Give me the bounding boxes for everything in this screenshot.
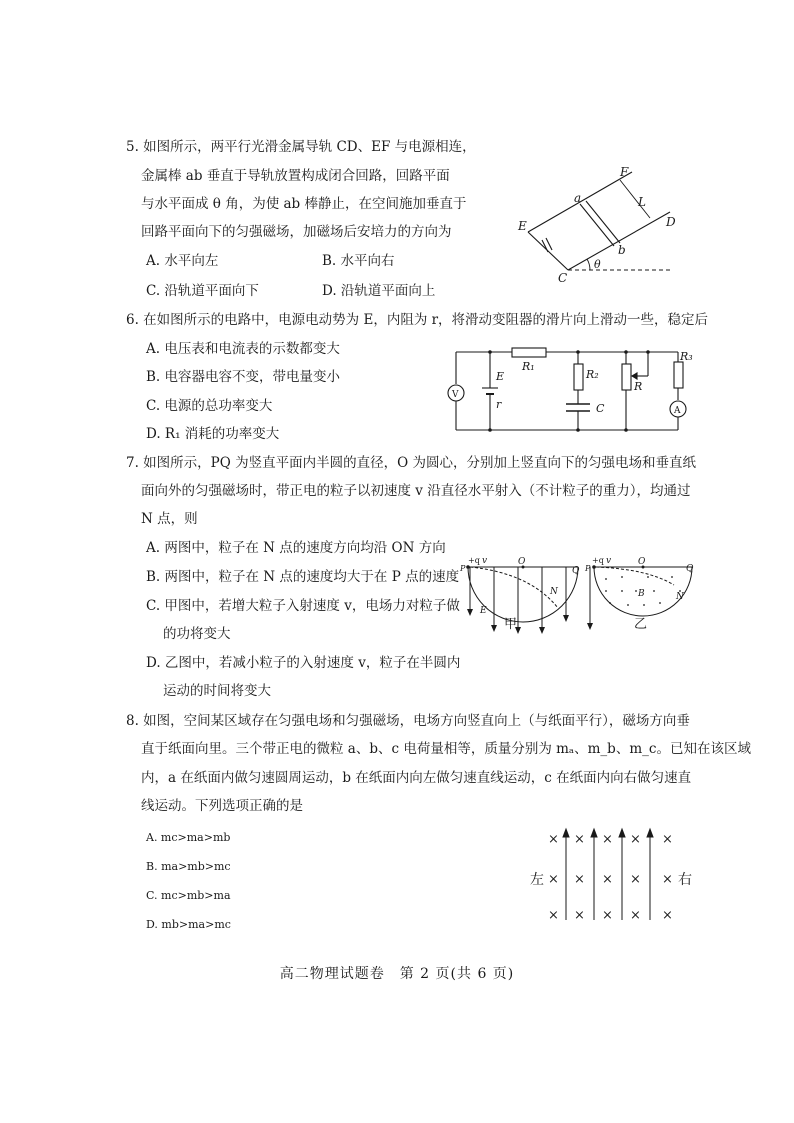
- resistor-r1: [512, 348, 546, 357]
- yi-label-n: N: [676, 592, 684, 602]
- yi-label-q: +q: [592, 556, 604, 565]
- q8-field-figure: [528, 825, 698, 925]
- q5-line-3: 与水平面成 θ 角，为使 ab 棒静止，在空间施加垂直于: [141, 196, 467, 212]
- q7-option-a: A. 两图中，粒子在 N 点的速度方向均沿 ON 方向: [146, 540, 446, 556]
- q8-line-4: 线运动。下列选项正确的是: [141, 798, 303, 814]
- q8-option-a: A. mc>ma>mb: [146, 831, 231, 844]
- label-left: 左: [530, 872, 544, 888]
- q8-option-c: C. mc>mb>ma: [146, 889, 231, 902]
- label-emf: E: [496, 370, 505, 383]
- label-l: L: [638, 195, 646, 209]
- yi-caption: 乙: [634, 617, 648, 632]
- label-capacitor: C: [596, 402, 605, 415]
- rod-ab-2: [586, 201, 620, 243]
- cross: ×: [630, 908, 641, 923]
- cross: ×: [548, 872, 559, 887]
- q5-option-d: D. 沿轨道平面向上: [322, 283, 436, 299]
- cross: ×: [602, 872, 613, 887]
- cross: ×: [548, 832, 559, 847]
- jia-label-q: +q: [468, 556, 480, 565]
- label-d: D: [666, 215, 676, 229]
- label-a: a: [574, 191, 582, 205]
- cross: ×: [602, 832, 613, 847]
- rod-ab-1: [580, 204, 614, 246]
- q5-line-2: 金属棒 ab 垂直于导轨放置构成闭合回路，回路平面: [141, 168, 450, 184]
- q6-option-c: C. 电源的总功率变大: [146, 398, 273, 414]
- label-f: F: [620, 165, 629, 179]
- cross: ×: [574, 872, 585, 887]
- q8-line-2: 直于纸面向里。三个带正电的微粒 a、b、c 电荷量相等，质量分别为 mₐ、m_b、m_c。已知在该区域: [141, 741, 751, 757]
- label-r3: R₃: [680, 350, 693, 363]
- yi-label-p: P: [585, 564, 591, 573]
- q5-rail-figure: [510, 160, 690, 285]
- q5-option-b: B. 水平向右: [322, 253, 395, 269]
- q7-figure-jia: [458, 553, 593, 643]
- q7-option-c-cont: 的功将变大: [163, 626, 231, 642]
- q8-option-b: B. ma>mb>mc: [146, 860, 231, 873]
- q6-option-d: D. R₁ 消耗的功率变大: [146, 426, 280, 442]
- cross: ×: [574, 832, 585, 847]
- q7-option-c: C. 甲图中，若增大粒子入射速度 v，电场力对粒子做: [146, 598, 460, 614]
- q5-line-4: 回路平面向下的匀强磁场，加磁场后安培力的方向为: [141, 224, 452, 240]
- cross: ×: [574, 908, 585, 923]
- jia-label-q-point: Q: [572, 566, 580, 576]
- q5-line-1: 5. 如图所示，两平行光滑金属导轨 CD、EF 与电源相连，: [126, 139, 476, 155]
- label-r1: R₁: [522, 360, 535, 373]
- cross: ×: [662, 872, 673, 887]
- page-footer: 高二物理试题卷 第 2 页(共 6 页): [279, 966, 515, 982]
- resistor-r2: [574, 364, 583, 390]
- cross: ×: [630, 832, 641, 847]
- cross: ×: [662, 908, 673, 923]
- jia-caption: 甲: [504, 617, 518, 632]
- angle-arc: [587, 259, 590, 270]
- q7-figure-yi: [585, 553, 698, 643]
- jia-label-e: E: [480, 606, 487, 616]
- label-internal-r: r: [496, 398, 502, 411]
- jia-label-p: P: [460, 564, 466, 573]
- q5-option-c: C. 沿轨道平面向下: [146, 283, 259, 299]
- cross: ×: [602, 908, 613, 923]
- cross: ×: [548, 908, 559, 923]
- jia-label-v: v: [482, 556, 488, 566]
- jia-label-n: N: [550, 587, 558, 597]
- q7-line-3: N 点，则: [141, 511, 198, 527]
- yi-label-o: O: [638, 557, 646, 567]
- q7-line-2: 面向外的匀强磁场时，带正电的粒子以初速度 v 沿直径水平射入（不计粒子的重力），均通过: [141, 483, 691, 499]
- q8-line-1: 8. 如图，空间某区域存在匀强电场和匀强磁场，电场方向竖直向上（与纸面平行），磁场方向垂: [126, 713, 690, 729]
- label-b: b: [618, 243, 626, 257]
- jia-label-o: O: [518, 557, 526, 567]
- q5-option-a: A. 水平向左: [146, 253, 219, 269]
- q7-option-d: D. 乙图中，若减小粒子的入射速度 v，粒子在半圆内: [146, 655, 461, 671]
- q7-option-b: B. 两图中，粒子在 N 点的速度均大于在 P 点的速度: [146, 569, 460, 585]
- q6-line-1: 6. 在如图所示的电路中，电源电动势为 E，内阻为 r，将滑动变阻器的滑片向上滑动一些，稳定后: [126, 312, 709, 328]
- battery-plate-2: [546, 238, 552, 250]
- label-e: E: [518, 219, 527, 233]
- q7-line-1: 7. 如图所示，PQ 为竖直平面内半圆的直径，O 为圆心，分别加上竖直向下的匀强电场和垂直纸: [126, 455, 696, 471]
- label-voltmeter: V: [452, 390, 459, 400]
- rheostat-r: [622, 364, 631, 390]
- label-c: C: [558, 271, 568, 285]
- cross: ×: [630, 872, 641, 887]
- label-right: 右: [678, 872, 692, 888]
- yi-label-q-point: Q: [686, 564, 694, 574]
- q8-line-3: 内，a 在纸面内做匀速圆周运动，b 在纸面内向左做匀速直线运动，c 在纸面内向右做匀速直: [141, 770, 692, 786]
- q6-option-b: B. 电容器电容不变，带电量变小: [146, 369, 341, 385]
- q6-circuit-figure: [442, 348, 692, 433]
- yi-label-b: B: [638, 589, 645, 599]
- label-r2: R₂: [586, 368, 599, 381]
- q7-option-d-cont: 运动的时间将变大: [163, 683, 271, 699]
- resistor-r3: [674, 362, 683, 388]
- yi-label-v: v: [606, 556, 612, 566]
- label-r: R: [634, 380, 643, 393]
- label-ammeter: A: [674, 406, 681, 416]
- q8-option-d: D. mb>ma>mc: [146, 918, 231, 931]
- cross: ×: [662, 832, 673, 847]
- q6-option-a: A. 电压表和电流表的示数都变大: [146, 341, 340, 357]
- label-theta: θ: [594, 258, 601, 271]
